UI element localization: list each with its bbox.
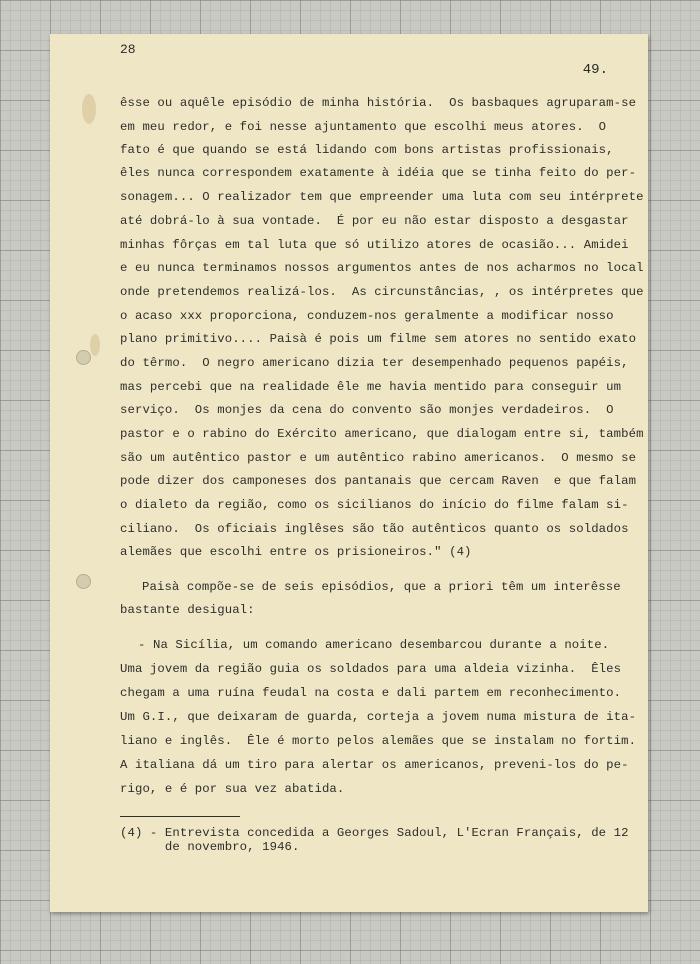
- text-line: êles nunca correspondem exatamente à idéia que se tinha feito do per-: [120, 166, 637, 180]
- text-line: minhas fôrças em tal luta que só utilizo atores de ocasião... Amidei: [120, 238, 629, 252]
- text-line: chegam a uma ruína feudal na costa e dali partem em reconhecimento.: [120, 686, 622, 700]
- text-line: bastante desigual:: [120, 603, 255, 617]
- text-line: Paisà compõe-se de seis episódios, que a priori têm um interêsse: [142, 580, 621, 594]
- text-line: até dobrá-lo à sua vontade. É por eu não estar disposto a desgastar: [120, 214, 629, 228]
- paper-stain: [82, 94, 96, 124]
- footnote-line: de novembro, 1946.: [120, 840, 300, 854]
- text-line: onde pretendemos realizá-los. As circunstâncias, , os intérpretes que: [120, 285, 644, 299]
- text-line: sonagem... O realizador tem que empreender uma luta com seu intérprete: [120, 190, 644, 204]
- text-line: plano primitivo.... Paisà é pois um filme sem atores no sentido exato: [120, 332, 637, 346]
- text-line: serviço. Os monjes da cena do convento são monjes verdadeiros. O: [120, 403, 614, 417]
- text-line: rigo, e é por sua vez abatida.: [120, 782, 345, 796]
- text-line: - Na Sicília, um comando americano desembarcou durante a noite.: [138, 638, 610, 652]
- text-line: do têrmo. O negro americano dizia ter desempenhado pequenos papéis,: [120, 356, 629, 370]
- text-line: êsse ou aquêle episódio de minha história. Os basbaques agruparam-se: [120, 96, 637, 110]
- punch-hole-icon: [76, 350, 91, 365]
- text-line: ciliano. Os oficiais inglêses são tão autênticos quanto os soldados: [120, 522, 629, 536]
- footnote-line: (4) - Entrevista concedida a Georges Sadoul, L'Ecran Français, de 12: [120, 826, 629, 840]
- text-line: fato é que quando se está lidando com bons artistas profissionais,: [120, 143, 614, 157]
- text-line: Uma jovem da região guia os soldados para uma aldeia vizinha. Êles: [120, 662, 622, 676]
- paper-stain: [90, 334, 100, 356]
- text-line: A italiana dá um tiro para alertar os americanos, preveni-los do pe-: [120, 758, 629, 772]
- typed-page: [50, 34, 648, 912]
- text-line: pode dizer dos camponeses dos pantanais que cercam Raven e que falam: [120, 474, 637, 488]
- text-line: alemães que escolhi entre os prisioneiros." (4): [120, 545, 472, 559]
- text-line: mas percebi que na realidade êle me havia mentido para conseguir um: [120, 380, 622, 394]
- footnote-rule: [120, 816, 240, 817]
- text-line: o dialeto da região, como os sicilianos do início do filme falam si-: [120, 498, 629, 512]
- text-line: liano e inglês. Êle é morto pelos alemães que se instalam no fortim.: [120, 734, 637, 748]
- text-line: Um G.I., que deixaram de guarda, corteja a jovem numa mistura de ita-: [120, 710, 637, 724]
- text-line: são um autêntico pastor e um autêntico rabino americanos. O mesmo se: [120, 451, 637, 465]
- punch-hole-icon: [76, 574, 91, 589]
- text-line: o acaso xxx proporciona, conduzem-nos geralmente a modificar nosso: [120, 309, 614, 323]
- page-number-right: 49.: [582, 62, 608, 78]
- text-line: pastor e o rabino do Exército americano, que dialogam entre si, também: [120, 427, 644, 441]
- text-line: em meu redor, e foi nesse ajuntamento que escolhi meus atores. O: [120, 120, 607, 134]
- text-line: e eu nunca terminamos nossos argumentos antes de nos acharmos no local: [120, 261, 644, 275]
- page-number-left: 28: [120, 42, 136, 57]
